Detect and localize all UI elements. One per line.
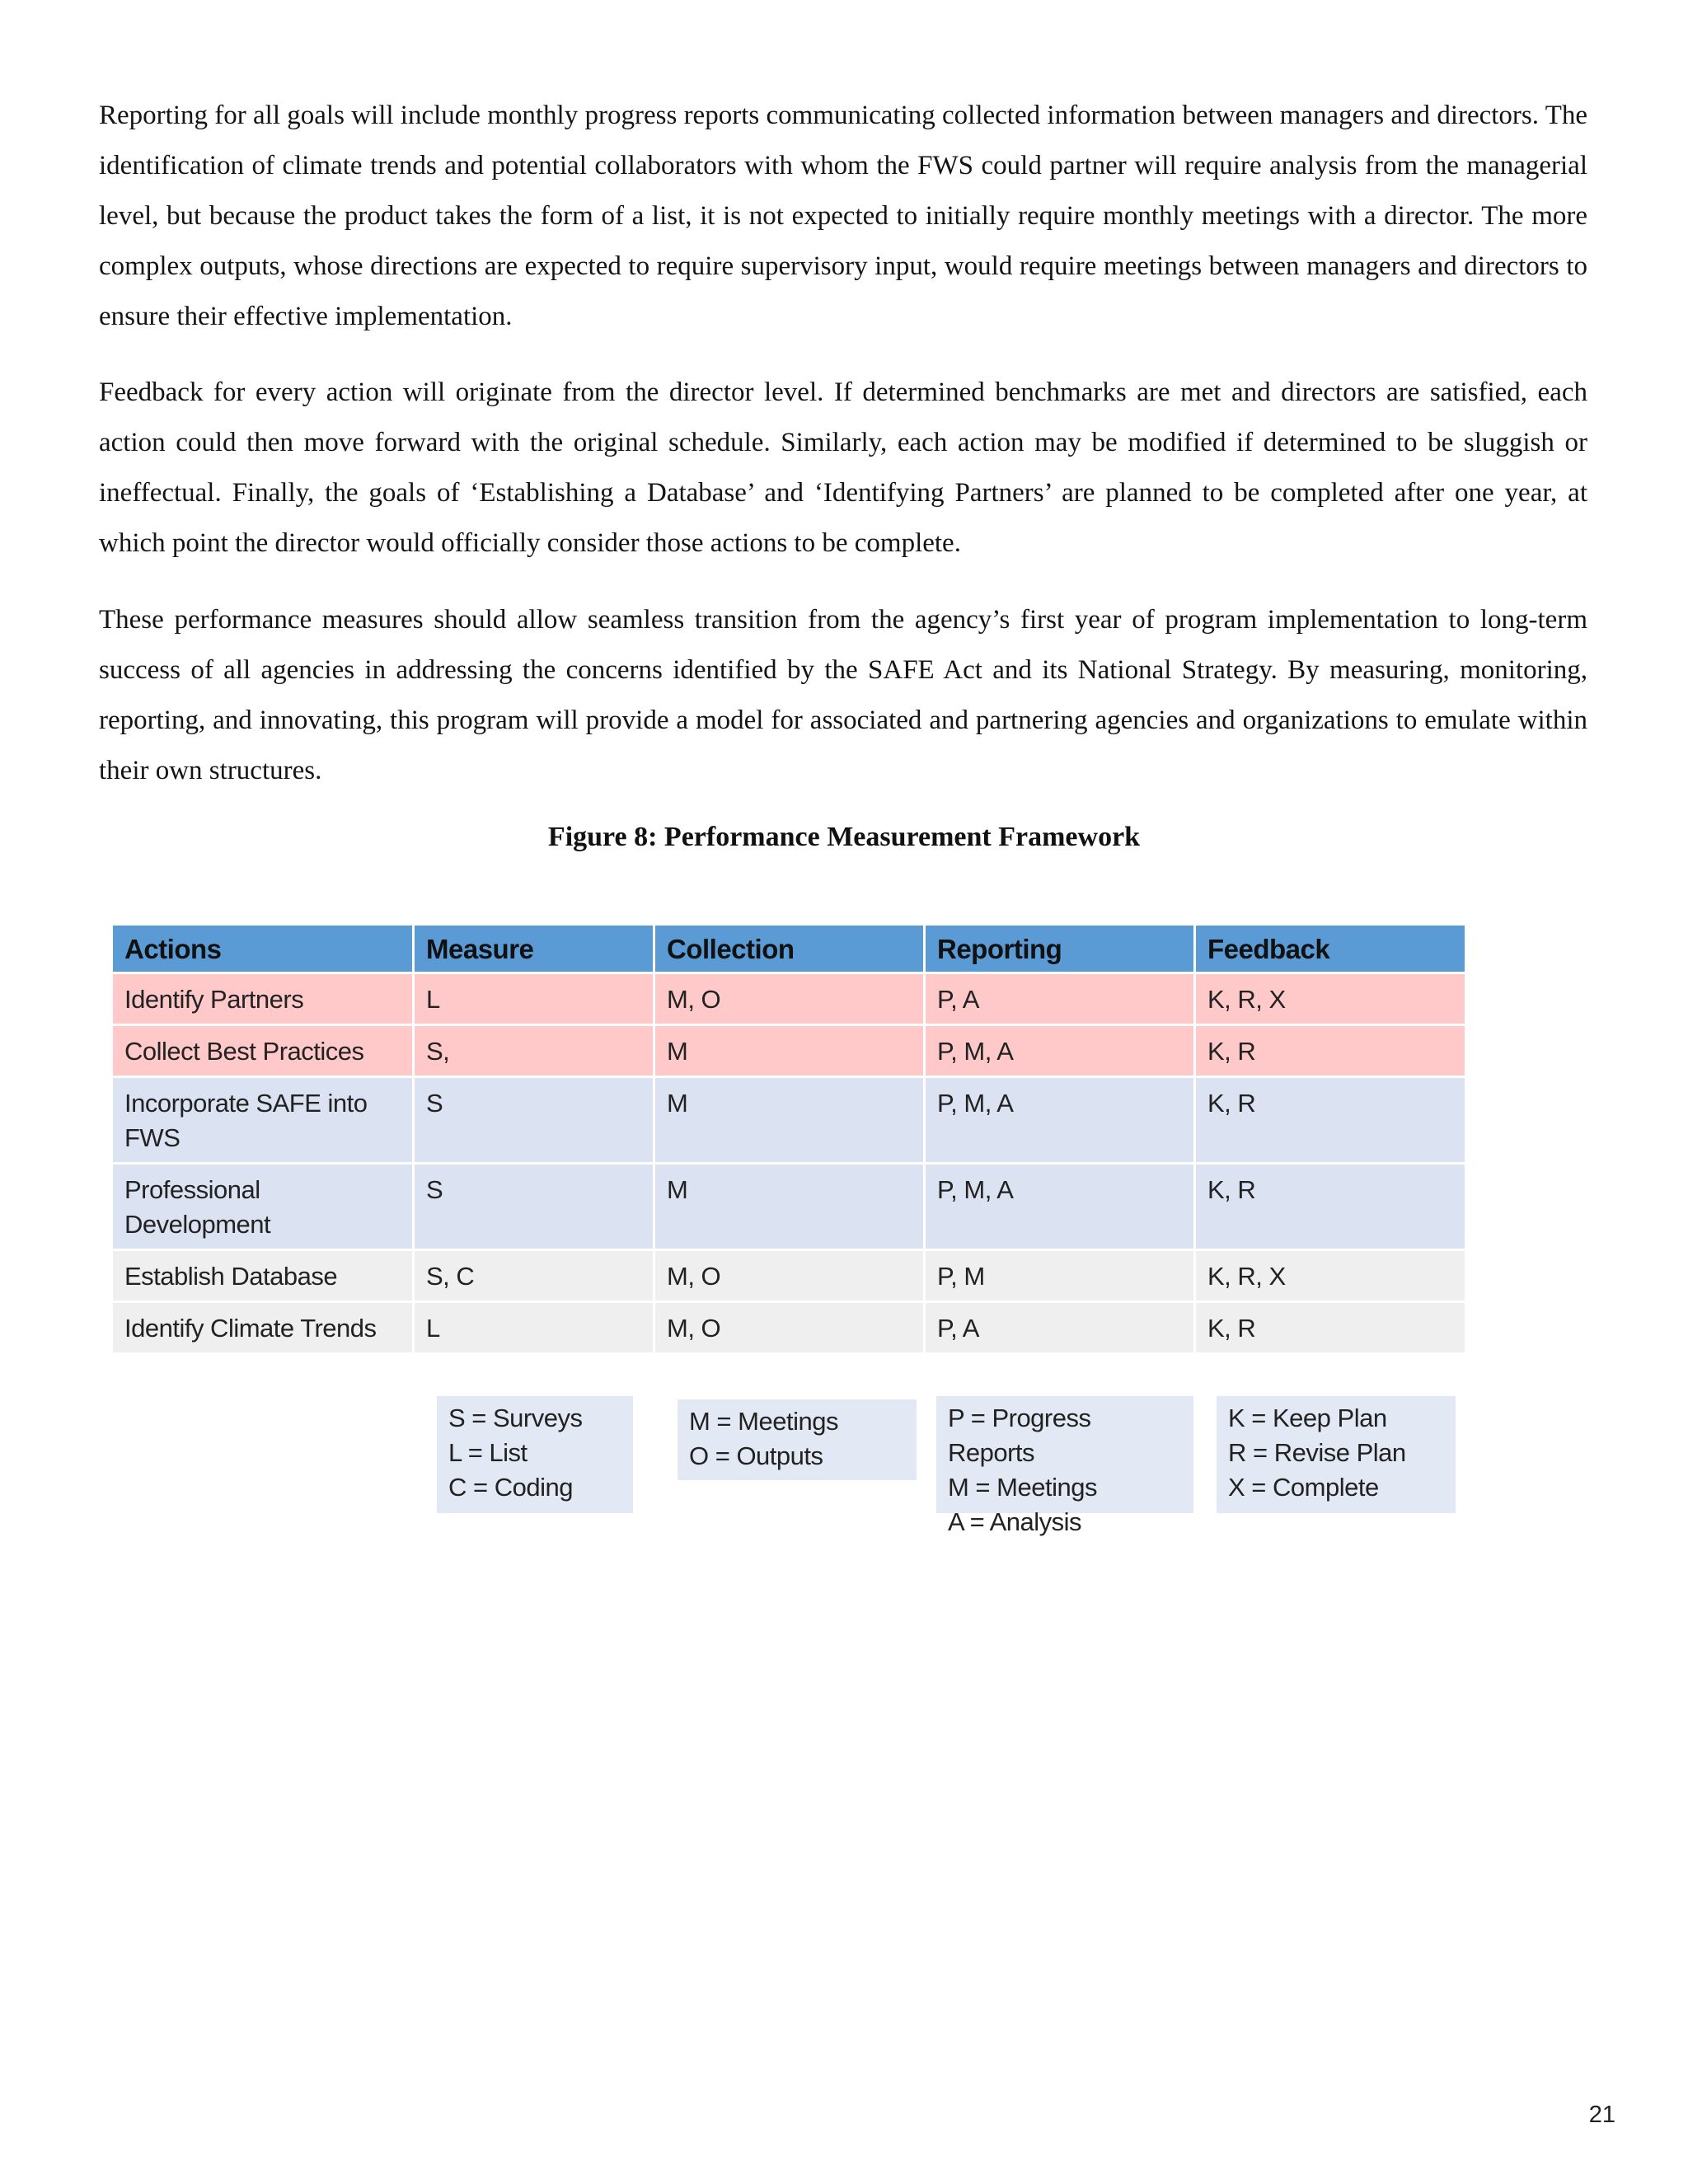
cell-collection: M <box>655 1165 926 1251</box>
cell-action: Identify Climate Trends <box>113 1303 415 1355</box>
legend-item: X = Complete <box>1228 1473 1379 1502</box>
cell-collection: M, O <box>655 974 926 1026</box>
cell-reporting: P, M, A <box>926 1078 1196 1165</box>
legend-measure <box>437 1396 633 1513</box>
legend-item: C = Coding <box>448 1473 573 1502</box>
paragraph-performance-measures: These performance measures should allow seamless transition from the agency’s first year of program implementation to long-term success of all agencies in addressing the concerns identified by the SAFE Act and its National Strategy. By measuring, monitoring, reporting, and innovating, this program will provide a model for associated and partnering agencies and organizations to emulate within their own structures. <box>99 605 1587 785</box>
table-row <box>113 1026 1465 1078</box>
cell-measure: L <box>415 1303 655 1355</box>
legend-item: A = Analysis <box>948 1507 1082 1536</box>
legend-item: O = Outputs <box>689 1441 823 1470</box>
cell-measure: L <box>415 974 655 1026</box>
cell-reporting: P, M, A <box>926 1026 1196 1078</box>
table-row <box>113 1078 1465 1165</box>
legend-item: R = Revise Plan <box>1228 1438 1406 1467</box>
legend-feedback <box>1217 1396 1456 1513</box>
legend-item: L = List <box>448 1438 528 1467</box>
cell-feedback: K, R <box>1196 1165 1465 1251</box>
legend-item: M = Meetings <box>948 1473 1097 1502</box>
header-feedback: Feedback <box>1196 926 1465 974</box>
table-row <box>113 1251 1465 1303</box>
cell-action: Professional Development <box>113 1165 415 1251</box>
page-number: 21 <box>1588 2102 1615 2128</box>
legend-item: S = Surveys <box>448 1404 583 1432</box>
legend-item: P = Progress Reports <box>948 1404 1091 1467</box>
cell-feedback: K, R <box>1196 1026 1465 1078</box>
table-row <box>113 1303 1465 1355</box>
cell-collection: M <box>655 1078 926 1165</box>
table-row <box>113 974 1465 1026</box>
cell-action: Incorporate SAFE into FWS <box>113 1078 415 1165</box>
header-measure: Measure <box>415 926 655 974</box>
cell-reporting: P, A <box>926 1303 1196 1355</box>
cell-reporting: P, M <box>926 1251 1196 1303</box>
cell-feedback: K, R, X <box>1196 1251 1465 1303</box>
header-collection: Collection <box>655 926 926 974</box>
cell-action: Identify Partners <box>113 974 415 1026</box>
cell-reporting: P, M, A <box>926 1165 1196 1251</box>
cell-action: Establish Database <box>113 1251 415 1303</box>
legend-item: K = Keep Plan <box>1228 1404 1387 1432</box>
legend-collection <box>678 1399 917 1480</box>
cell-feedback: K, R <box>1196 1078 1465 1165</box>
table-header-row <box>113 926 1465 974</box>
table-row <box>113 1165 1465 1251</box>
cell-feedback: K, R, X <box>1196 974 1465 1026</box>
cell-collection: M, O <box>655 1303 926 1355</box>
paragraph-feedback: Feedback for every action will originate from the director level. If determined benchmarks are met and directors are satisfied, each action could then move forward with the original schedule. Similarly, each action may be modified if determined to be sluggish or ineffectual. Finally, the goals of ‘Establishing a Database’ and ‘Identifying Partners’ are planned to be completed after one year, at which point the director would officially consider those actions to be complete. <box>99 377 1587 558</box>
cell-action: Collect Best Practices <box>113 1026 415 1078</box>
cell-measure: S, C <box>415 1251 655 1303</box>
cell-measure: S <box>415 1165 655 1251</box>
paragraph-reporting: Reporting for all goals will include monthly progress reports communicating collected information between managers and directors. The identification of climate trends and potential collaborators with whom the FWS could partner will require analysis from the managerial level, but because the product takes the form of a list, it is not expected to initially require monthly meetings with a director. The more complex outputs, whose directions are expected to require supervisory input, would require meetings between managers and directors to ensure their effective implementation. <box>99 101 1587 331</box>
header-actions: Actions <box>113 926 415 974</box>
cell-collection: M, O <box>655 1251 926 1303</box>
cell-measure: S <box>415 1078 655 1165</box>
cell-feedback: K, R <box>1196 1303 1465 1355</box>
figure-title: Figure 8: Performance Measurement Framework <box>547 822 1141 852</box>
cell-collection: M <box>655 1026 926 1078</box>
cell-measure: S, <box>415 1026 655 1078</box>
performance-measurement-table <box>113 926 1465 1355</box>
cell-reporting: P, A <box>926 974 1196 1026</box>
legend-reporting <box>936 1396 1193 1536</box>
legend-item: M = Meetings <box>689 1407 838 1436</box>
header-reporting: Reporting <box>926 926 1196 974</box>
